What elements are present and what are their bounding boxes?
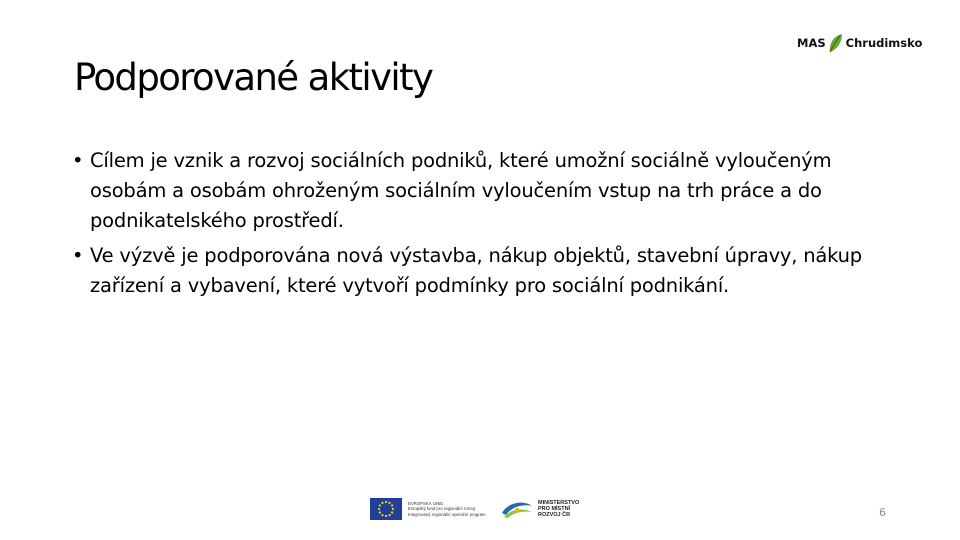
- mas-chrudimsko-logo: [797, 30, 922, 56]
- page-number: 6: [879, 506, 886, 519]
- ministry-text: MINISTERSTVO PRO MÍSTNÍ ROZVOJ ČR: [538, 499, 580, 519]
- bullet-item: [72, 146, 902, 236]
- bullet-marker: •: [72, 244, 84, 267]
- leaf-icon: [827, 32, 845, 54]
- ministry-logo-icon: [500, 498, 534, 520]
- bullet-list: [72, 146, 902, 306]
- bullet-item: [72, 241, 902, 301]
- eu-program-text: EVROPSKÁ UNIE Evropský fond pro regionální rozvoj Integrovaný regionální operační program: [408, 501, 486, 517]
- logo-text-mas: MAS: [797, 36, 826, 50]
- slide-title: Podporované aktivity: [74, 56, 433, 99]
- bullet-text: Cílem je vznik a rozvoj sociálních podniků, které umožní sociálně vyloučeným osobám a osobám ohroženým sociálním vyloučením vstup na trh práce a do podnikatelského prostředí.: [90, 149, 832, 232]
- logo-text-chrudimsko: Chrudimsko: [845, 36, 923, 50]
- eu-flag-icon: [370, 498, 402, 520]
- bullet-text: Ve výzvě je podporována nová výstavba, nákup objektů, stavební úpravy, nákup zařízení a vybavení, které vytvoří podmínky pro sociální podnikání.: [90, 244, 862, 297]
- footer-logos: [370, 494, 598, 524]
- bullet-marker: •: [72, 149, 84, 172]
